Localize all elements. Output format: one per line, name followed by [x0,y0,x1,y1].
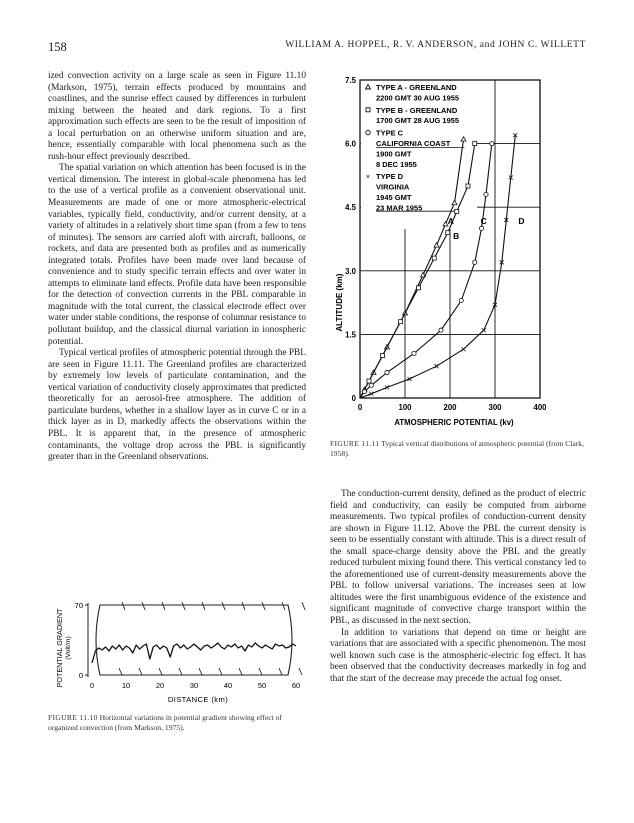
y-tick-label: 70 [74,601,83,610]
y-tick-label: 1.5 [345,330,356,340]
x-tick-label: 300 [488,403,502,412]
marker-C [362,390,366,394]
x-axis-label: DISTANCE (km) [167,695,229,704]
x-axis-label: ATMOSPHERIC POTENTIAL (kv) [394,418,514,427]
x-tick-label: 400 [533,403,547,412]
top-tick-mark [162,602,165,610]
y-tick-label: 0 [351,394,356,403]
x-tick-label: 10 [121,681,131,690]
y-tick-label: 0 [78,671,83,680]
right-column [330,489,586,685]
legend-entry-text: 2200 GMT 30 AUG 1955 [376,93,460,103]
marker-B [417,286,421,290]
top-tick-mark [262,602,265,610]
legend-entry-text: VIRGINIA [376,182,410,192]
potential-gradient-trace [92,643,296,663]
bottom-tick-mark [299,668,302,675]
x-tick-label: 30 [189,681,199,690]
left-column [48,71,306,464]
marker-C [484,192,488,196]
figure-11-11-caption [330,439,586,459]
top-tick-mark [242,602,245,610]
marker-C [479,226,483,230]
paragraph: In addition to variations that depend on time or height are variations that are associated with a specific phenomenon. The most well known such case is the atmospheric-electric fog effect. It has been observed that the conductivity decreases markedly in fog and that the start of the decrease may precede the actual fog onset. [330,627,586,684]
y-tick-label: 6.0 [345,139,356,149]
top-tick-mark [182,602,185,610]
marker-B [446,231,450,235]
top-tick-mark [282,602,285,610]
bottom-tick-mark [199,668,202,675]
legend-entry-text: TYPE C [376,128,404,138]
caption-label: FIGURE 11.10 [48,713,98,722]
legend-entry-text: 8 DEC 1955 [376,159,417,169]
bottom-tick-mark [279,668,282,675]
curve-label-A: A [447,216,454,227]
paragraph: The spatial variation on which attention has been focused is in the vertical dimension. The interest in global-scale phenomena has led to the use of a vertical profile as a convenient observational unit. Measurements are made of one or more atmospheric-electrical variables, typically field, conductivity, and/or current density, at a variety of altitudes in a relatively short time span (from a few to tens of minutes). The sensors are carried aloft with aircraft, balloons, or rockets, and data are presented both as profiles and as numerically integrated totals. Profiles have been made over land because of convenience and to study specific terrain effects and over water in attempts to eliminate land effects. Profile data have been responsible for the detection of convection currents in the PBL comparable in magnitude with the total current, the classical electrode effect over water under stable conditions, the response of columnar resistance to pollutant buildup, and the classical diurnal variation in ionospheric potential. [48,163,306,347]
figure-11-11-chart [328,72,588,434]
x-tick-label: 0 [89,681,95,690]
legend-entry-text: CALIFORNIA COAST [376,139,451,148]
page-header [48,40,586,56]
marker-C [412,351,416,355]
marker-B [381,354,385,358]
legend-entry-text: 1900 GMT [376,149,412,159]
paragraph: The conduction-current density, defined as the product of electric field and conductivity, can easily be computed from airborne measurements. Two typical profiles of conduction-current density are shown in Figure 11.12. Above the PBL the current density is seen to be essentially constant with altitude. This is a direct result of the small space-charge density above the PBL and the greatly reduced turbulent mixing found there. This vertical constancy led to the aforementioned use of current-density measurements above the PBL to follow universal variations. The increases seen at low altitudes were the first unambiguous evidence of the existence and significant magnitude of convective charge transport within the PBL, as discussed in the next section. [330,489,586,627]
marker-B [473,142,477,146]
marker-B [399,320,403,324]
paragraph: ized convection activity on a large scale as seen in Figure 11.10 (Markson, 1975), terrain effects produced by mountains and coastlines, and the sunrise effect caused by differences in turbulent mixing between the heated and dark regions. To a first approximation such effects are seen to be the result of imposition of a local perturbation on an otherwise uniform situation and are, hence, essentially comparable with local phenomena such as the rush-hour effect previously described. [48,71,306,162]
x-tick-label: 0 [357,403,363,412]
marker-B [455,209,459,213]
y-tick-label: 4.5 [345,203,356,213]
curve-label-B: B [453,231,460,241]
caption-text: Typical vertical distributions of atmospheric potential (from Clark, 1958). [330,439,584,458]
x-tick-label: 100 [398,403,412,412]
legend-entry-text: 1945 GMT [376,193,412,202]
y-axis-label: ALTITUDE (km) [335,273,344,332]
x-tick-label: 20 [155,681,165,690]
marker-C [459,298,463,302]
y-tick-label: 3.0 [345,266,356,276]
top-tick-mark [142,602,145,610]
y-tick-label: 7.5 [345,76,356,85]
x-tick-label: 50 [257,681,267,690]
marker-B [432,256,436,260]
legend-marker-cross: × [365,172,371,182]
marker-C [369,383,373,387]
caption-text: Horizontal variations in potential gradient showing effect of organized convection (from Markson, 1975). [48,713,282,732]
top-tick-mark [122,602,125,610]
figure-11-10-chart [48,591,310,713]
legend-entry-text: TYPE B - GREENLAND [376,105,458,115]
caption-label: FIGURE 11.11 [330,439,380,448]
top-tick-mark [302,602,305,610]
bottom-tick-mark [219,668,222,675]
legend-entry-text: 23 MAR 1955 [376,203,423,213]
x-tick-label: 200 [443,403,457,412]
y-axis-unit: (Volt/m) [65,636,72,660]
marker-C [473,260,477,264]
bottom-tick-mark [139,668,142,675]
figure-11-10-caption [48,713,306,733]
running-head: WILLIAM A. HOPPEL, R. V. ANDERSON, and JOHN C. WILLETT [285,40,586,50]
bottom-tick-mark [119,668,122,675]
bottom-tick-mark [239,668,242,675]
marker-C [385,370,389,374]
legend-entry-text: TYPE A - GREENLAND [376,83,457,92]
y-axis-label: POTENTIAL GRADIENT [55,608,64,688]
legend-entry-text: 1700 GMT 28 AUG 1955 [376,116,460,126]
marker-A [434,243,439,247]
bottom-tick-mark [179,668,182,675]
top-tick-mark [202,602,205,610]
top-tick-mark [222,602,225,610]
marker-B [466,184,470,188]
paragraph: Typical vertical profiles of atmospheric potential through the PBL are seen in Figure 11.11. The Greenland profiles are characterized by extremely low levels of particulate contamination, and the vertical variation of conductivity closely approximates that predicted theoretically for an aerosol-free atmosphere. The addition of particulate burdens, whether in a shallow layer as in curve C or in a thick layer as in D, markedly affects the observations within the PBL. It is apparent that, in the presence of atmospheric contaminants, the voltage drop across the PBL is significantly greater than in the Greenland observations. [48,348,306,463]
marker-B [367,379,371,383]
page-number: 158 [48,40,67,54]
bottom-tick-mark [259,668,262,675]
marker-C [439,328,443,332]
bottom-tick-mark [159,668,162,675]
curve-label-D: D [518,216,525,227]
marker-C [490,142,494,146]
x-tick-label: 60 [291,681,301,690]
chart-frame [96,605,292,675]
curve-label-C: C [480,216,487,227]
x-tick-label: 40 [223,681,233,690]
legend-entry-text: TYPE D [376,172,404,182]
